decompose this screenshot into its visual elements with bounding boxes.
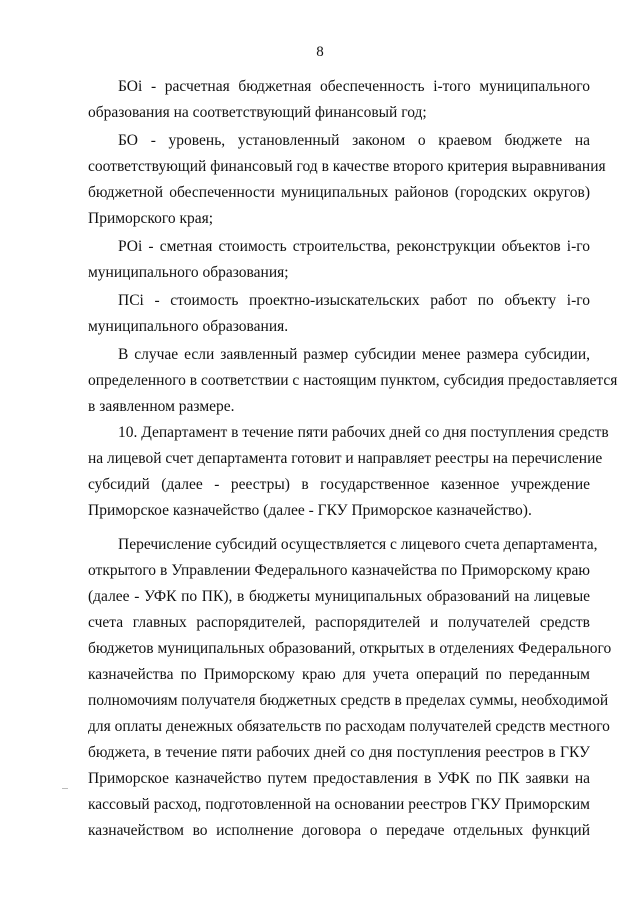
- page-number: 8: [316, 44, 324, 60]
- text-line: ПСi - стоимость проектно-изыскательских работ по объекту i-го: [118, 292, 590, 309]
- paragraph-psi-definition: [88, 288, 590, 340]
- text-line: 10. Департамент в течение пяти рабочих дней со дня поступления средств: [118, 424, 609, 441]
- text-line: БОi - расчетная бюджетная обеспеченность i-того муниципального: [118, 78, 590, 95]
- text-line: казначейством во исполнение договора о передаче отдельных функций: [88, 822, 590, 839]
- paragraph-boi-definition: [88, 74, 590, 126]
- text-line: на лицевой счет департамента готовит и направляет реестры на перечисление: [88, 450, 603, 467]
- text-line: Перечисление субсидий осуществляется с лицевого счета департамента,: [118, 536, 598, 553]
- text-line: в заявленном размере.: [88, 398, 235, 415]
- paragraph-bo-definition: [88, 128, 606, 232]
- text-line: (далее - УФК по ПК), в бюджеты муниципальных образований на лицевые: [88, 588, 590, 605]
- text-line: бюджетов муниципальных образований, открытых в отделениях Федерального: [88, 640, 612, 657]
- text-line: Приморское казначейство (далее - ГКУ Приморское казначейство).: [88, 502, 532, 519]
- document-body: [88, 74, 618, 844]
- text-line: образования на соответствующий финансовый год;: [88, 104, 427, 121]
- paragraph-roi-definition: [88, 234, 590, 286]
- paragraph-transfer-procedure: [88, 532, 612, 844]
- text-line: БО - уровень, установленный законом о краевом бюджете на: [118, 132, 590, 149]
- text-line: казначейства по Приморскому краю для учета операций по переданным: [88, 666, 590, 683]
- paragraph-subsidy-size: [88, 342, 618, 420]
- text-line: кассовый расход, подготовленной на основании реестров ГКУ Приморским: [88, 796, 590, 813]
- text-line: муниципального образования.: [88, 318, 289, 335]
- text-line: полномочиям получателя бюджетных средств в пределах суммы, необходимой: [88, 692, 609, 709]
- paragraph-item-10: [88, 420, 609, 524]
- text-line: Приморского края;: [88, 210, 214, 227]
- text-line: бюджета, в течение пяти рабочих дней со дня поступления реестров в ГКУ: [88, 744, 590, 761]
- text-line: муниципального образования;: [88, 264, 289, 281]
- text-line: для оплаты денежных обязательств по расходам получателей средств местного: [88, 718, 610, 735]
- text-line: субсидий (далее - реестры) в государственное казенное учреждение: [88, 476, 590, 493]
- margin-scan-mark: [62, 788, 68, 789]
- text-line: определенного в соответствии с настоящим пунктом, субсидия предоставляется: [88, 372, 618, 389]
- text-line: Приморское казначейство путем предоставления в УФК по ПК заявки на: [88, 770, 590, 787]
- text-line: соответствующий финансовый год в качестве второго критерия выравнивания: [88, 158, 606, 175]
- text-line: В случае если заявленный размер субсидии менее размера субсидии,: [118, 346, 590, 363]
- text-line: открытого в Управлении Федерального казначейства по Приморскому краю: [88, 562, 590, 579]
- text-line: счета главных распорядителей, распорядителей и получателей средств: [88, 614, 590, 631]
- text-line: РОi - сметная стоимость строительства, реконструкции объектов i-го: [118, 238, 590, 255]
- text-line: бюджетной обеспеченности муниципальных районов (городских округов): [88, 184, 590, 201]
